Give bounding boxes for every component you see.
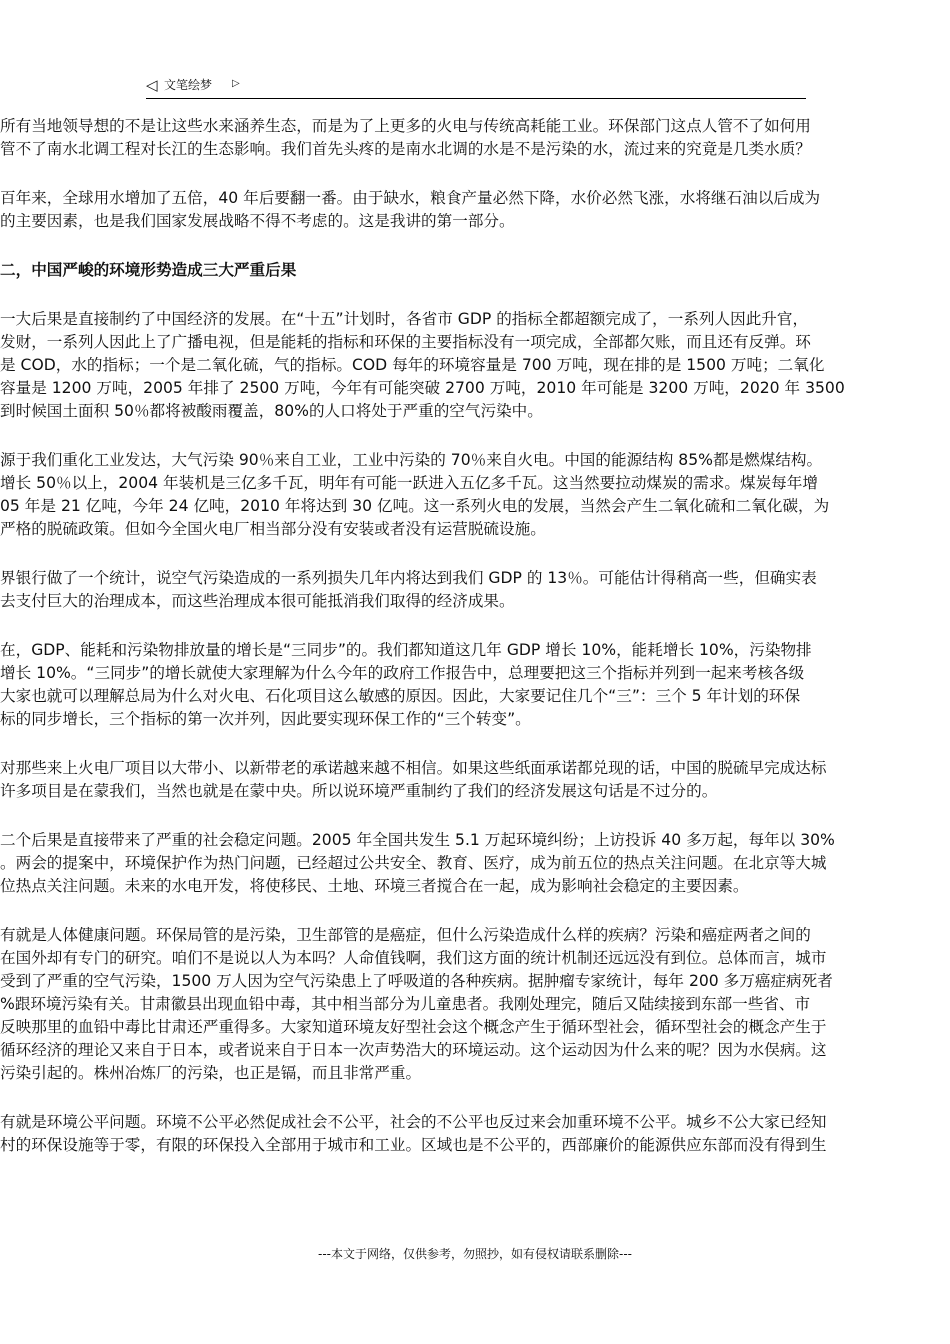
text-line: 严格的脱硫政策。但如今全国火电厂相当部分没有安装或者没有运营脱硫设施。 xyxy=(0,520,546,538)
text-line: 增长 50％以上，2004 年装机是三亿多千瓦，明年有可能一跃进入五亿多千瓦。这当然要拉动煤炭的需求。煤炭每年增 xyxy=(0,474,818,492)
text-line: 。两会的提案中，环境保护作为热门问题，已经超过公共安全、教育、医疗，成为前五位的热点关注问题。在北京等大城 xyxy=(0,854,827,872)
text-line: 循环经济的理论又来自于日本，或者说来自于日本一次声势浩大的环境运动。这个运动因为什么来的呢？因为水俣病。这 xyxy=(0,1041,827,1059)
text-line: 在，GDP、能耗和污染物排放量的增长是“三同步”的。我们都知道这几年 GDP 增长 10%，能耗增长 10%，污染物排 xyxy=(0,641,812,659)
text-line: 村的环保设施等于零，有限的环保投入全部用于城市和工业。区域也是不公平的，西部廉价的能源供应东部而没有得到生 xyxy=(0,1136,827,1154)
text-line: 容量是 1200 万吨，2005 年排了 2500 万吨，今年有可能突破 2700 万吨，2010 年可能是 3200 万吨，2020 年 3500 xyxy=(0,379,845,397)
text-line: 05 年是 21 亿吨，今年 24 亿吨，2010 年将达到 30 亿吨。这一系列火电的发展，当然会产生二氧化硫和二氧化碳，为 xyxy=(0,497,830,515)
paragraph xyxy=(0,639,950,731)
page-footer: ---本文于网络，仅供参考，勿照抄，如有侵权请联系删除--- xyxy=(318,1247,632,1261)
header-brand: 文笔绘梦 xyxy=(164,78,213,92)
text-line: 有就是人体健康问题。环保局管的是污染，卫生部管的是癌症，但什么污染造成什么样的疾病？污染和癌症两者之间的 xyxy=(0,926,811,944)
paragraph xyxy=(0,187,950,233)
right-triangle-icon: ▷ xyxy=(232,78,240,89)
paragraph xyxy=(0,757,950,803)
text-line: 污染引起的。株州冶炼厂的污染，也正是镉，而且非常严重。 xyxy=(0,1064,422,1082)
paragraph xyxy=(0,1111,950,1157)
text-line: 的主要因素，也是我们国家发展战略不得不考虑的。这是我讲的第一部分。 xyxy=(0,212,515,230)
left-triangle-icon: ◁ xyxy=(146,76,158,94)
text-line: 百年来，全球用水增加了五倍，40 年后要翻一番。由于缺水，粮食产量必然下降，水价必然飞涨，水将继石油以后成为 xyxy=(0,189,821,207)
paragraph xyxy=(0,449,950,541)
text-line: 是 COD，水的指标；一个是二氧化硫，气的指标。COD 每年的环境容量是 700 万吨，现在排的是 1500 万吨；二氧化 xyxy=(0,356,825,374)
text-line: 管不了南水北调工程对长江的生态影响。我们首先头疼的是南水北调的水是不是污染的水，流过来的究竟是几类水质？ xyxy=(0,140,811,158)
text-line: 增长 10%。“三同步”的增长就使大家理解为什么今年的政府工作报告中，总理要把这三个指标并列到一起来考核各级 xyxy=(0,664,805,682)
text-line: 在国外却有专门的研究。咱们不是说以人为本吗？人命值钱啊，我们这方面的统计机制还远远没有到位。总体而言，城市 xyxy=(0,949,827,967)
text-line: 标的同步增长，三个指标的第一次并列，因此要实现环保工作的“三个转变”。 xyxy=(0,710,531,728)
text-line: 受到了严重的空气污染，1500 万人因为空气污染患上了呼吸道的各种疾病。据肿瘤专家统计，每年 200 多万癌症病死者 xyxy=(0,972,833,990)
page-header xyxy=(146,74,806,99)
section-heading xyxy=(0,259,950,282)
paragraph xyxy=(0,308,950,423)
paragraph xyxy=(0,829,950,898)
text-line: 一大后果是直接制约了中国经济的发展。在“十五”计划时，各省市 GDP 的指标全都超额完成了，一系列人因此升官， xyxy=(0,310,809,328)
text-line: 界银行做了一个统计，说空气污染造成的一系列损失几年内将达到我们 GDP 的 13％。可能估计得稍高一些，但确实表 xyxy=(0,569,817,587)
text-line: 许多项目是在蒙我们，当然也就是在蒙中央。所以说环境严重制约了我们的经济发展这句话是不过分的。 xyxy=(0,782,718,800)
text-line: 有就是环境公平问题。环境不公平必然促成社会不公平，社会的不公平也反过来会加重环境不公平。城乡不公大家已经知 xyxy=(0,1113,827,1131)
paragraph xyxy=(0,115,950,161)
paragraph xyxy=(0,567,950,613)
text-line: 去支付巨大的治理成本，而这些治理成本很可能抵消我们取得的经济成果。 xyxy=(0,592,515,610)
text-line: 二个后果是直接带来了严重的社会稳定问题。2005 年全国共发生 5.1 万起环境纠纷；上访投诉 40 多万起，每年以 30% xyxy=(0,831,835,849)
document-body xyxy=(0,115,950,1183)
text-line: 源于我们重化工业发达，大气污染 90％来自工业，工业中污染的 70％来自火电。中国的能源结构 85%都是燃煤结构。 xyxy=(0,451,823,469)
text-line: %跟环境污染有关。甘肃徽县出现血铅中毒，其中相当部分为儿童患者。我刚处理完，随后又陆续接到东部一些省、市 xyxy=(0,995,811,1013)
text-line: 反映那里的血铅中毒比甘肃还严重得多。大家知道环境友好型社会这个概念产生于循环型社会，循环型社会的概念产生于 xyxy=(0,1018,827,1036)
text-line: 发财，一系列人因此上了广播电视，但是能耗的指标和环保的主要指标没有一项完成，全部都欠账，而且还有反弹。环 xyxy=(0,333,811,351)
text-line: 位热点关注问题。未来的水电开发，将使移民、土地、环境三者搅合在一起，成为影响社会稳定的主要因素。 xyxy=(0,877,749,895)
paragraph xyxy=(0,924,950,1085)
text-line: 对那些来上火电厂项目以大带小、以新带老的承诺越来越不相信。如果这些纸面承诺都兑现的话，中国的脱硫早完成达标 xyxy=(0,759,827,777)
text-line: 到时候国土面积 50％都将被酸雨覆盖，80%的人口将处于严重的空气污染中。 xyxy=(0,402,543,420)
text-line: 二，中国严峻的环境形势造成三大严重后果 xyxy=(0,261,297,279)
text-line: 所有当地领导想的不是让这些水来涵养生态，而是为了上更多的火电与传统高耗能工业。环保部门这点人管不了如何用 xyxy=(0,117,811,135)
text-line: 大家也就可以理解总局为什么对火电、石化项目这么敏感的原因。因此，大家要记住几个“三”：三个 5 年计划的环保 xyxy=(0,687,801,705)
